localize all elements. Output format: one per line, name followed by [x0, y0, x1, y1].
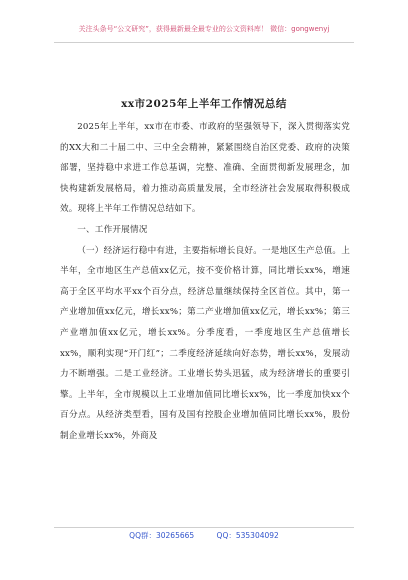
section-heading: 一、工作开展情况 — [77, 224, 148, 235]
header-banner-text: 关注头条号“公文研究”，获得最新最全最专业的公文资料库！ 微信：gongwenyj — [78, 25, 330, 33]
paragraph-economy: （一）经济运行稳中有进，主要指标增长良好。一是地区生产总值。上半年，全市地区生产总值xx亿元，按不变价格计算，同比增长xx%，增速高于全区平均水平xx个百分点，经济总量继续保持全区首位。其中，第一产业增加值xx亿元，增长xx%；第二产业增加值xx亿元，增长xx%；第三产业增加值xx亿元，增长xx%。分季度看，一季度地区生产总值增长xx%，顺利实现“开门红”；二季度经济延续向好态势，增长xx%，发展动力不断增强。二是工业经济。工业增长势头迅猛，成为经济增长的重要引擎。上半年，全市规模以上工业增加值同比增长xx%，比一季度加快xx个百分点。从经济类型看，国有及国有控股企业增加值同比增长xx%，股份制企业增长xx%，外商及 — [60, 245, 350, 441]
header-banner — [0, 18, 408, 40]
footer-qq: QQ：535304092 — [216, 531, 279, 540]
header-divider — [54, 42, 354, 43]
document-body — [60, 117, 350, 447]
document-title: xx市2025年上半年工作情况总结 — [121, 98, 287, 110]
footer — [0, 530, 408, 541]
paragraph-intro: 2025年上半年，xx市在市委、市政府的坚强领导下，深入贯彻落实党的XX大和二十届二中、三中全会精神，紧紧围绕自治区党委、政府的决策部署，坚持稳中求进工作总基调，完整、准确、全面贯彻新发展理念，加快构建新发展格局，着力推动高质量发展，全市经济社会发展取得积极成效。现将上半年工作情况总结如下。 — [60, 122, 350, 215]
footer-divider — [54, 527, 354, 528]
footer-qq-group: QQ群：30265665 — [129, 531, 195, 540]
